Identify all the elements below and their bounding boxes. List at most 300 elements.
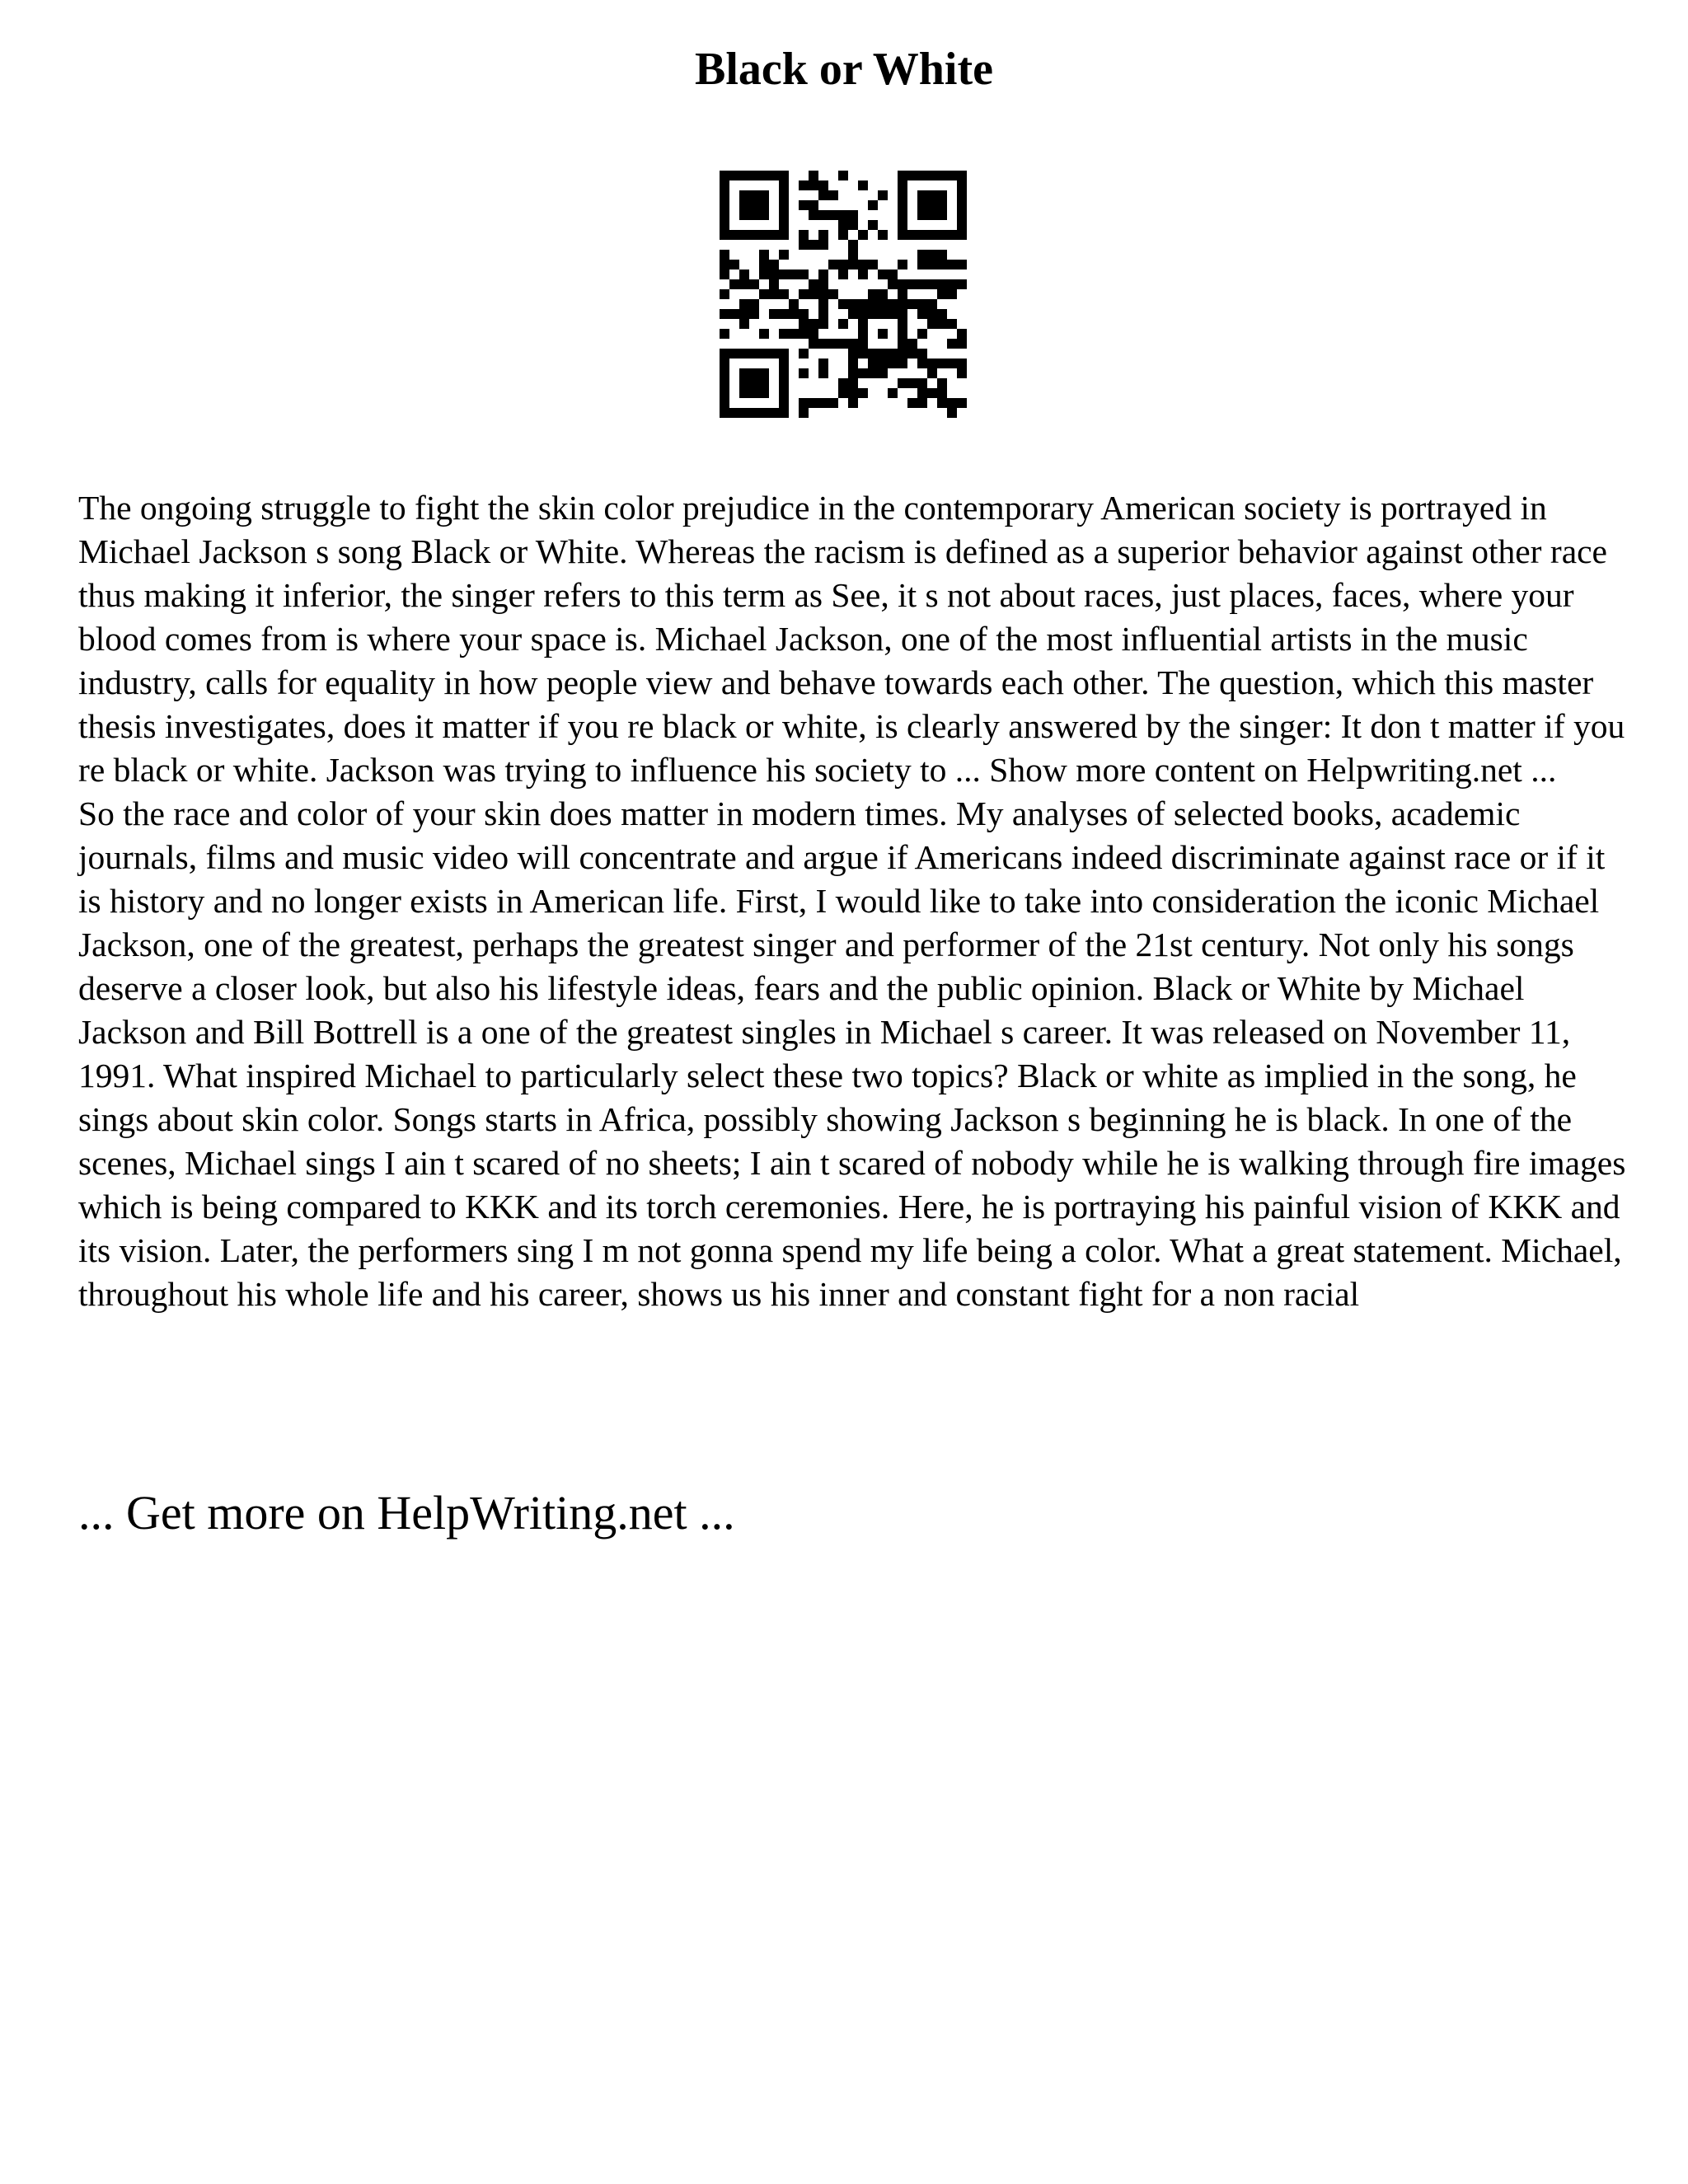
qr-module [769, 269, 779, 279]
qr-module [799, 319, 809, 329]
qr-module [858, 180, 868, 190]
qr-module [799, 230, 809, 240]
qr-module [779, 171, 789, 180]
qr-module [809, 339, 818, 349]
qr-module [947, 359, 957, 368]
qr-module [818, 240, 828, 250]
qr-module [818, 309, 828, 319]
qr-module [799, 309, 809, 319]
qr-module [720, 378, 729, 388]
qr-module [749, 190, 759, 200]
qr-module [937, 398, 947, 408]
qr-module [720, 269, 729, 279]
qr-module [749, 349, 759, 359]
qr-module [868, 349, 878, 359]
qr-module [749, 408, 759, 418]
qr-module [759, 210, 769, 220]
qr-module [720, 190, 729, 200]
qr-module [779, 388, 789, 398]
qr-module [947, 398, 957, 408]
qr-module [957, 171, 967, 180]
qr-module [759, 269, 769, 279]
qr-module [957, 339, 967, 349]
qr-module [779, 359, 789, 368]
qr-module [759, 260, 769, 269]
qr-module [739, 210, 749, 220]
qr-module [927, 230, 937, 240]
qr-module [878, 329, 888, 339]
qr-module [927, 309, 937, 319]
qr-module [809, 180, 818, 190]
qr-module [898, 279, 907, 289]
qr-module [957, 200, 967, 210]
qr-module [729, 230, 739, 240]
qr-module [799, 349, 809, 359]
qr-module [818, 398, 828, 408]
qr-module [917, 398, 927, 408]
qr-module [917, 260, 927, 269]
get-more-link[interactable]: ... Get more on HelpWriting.net ... [78, 1486, 735, 1540]
qr-module [769, 289, 779, 299]
qr-module [739, 368, 749, 378]
qr-module [809, 329, 818, 339]
qr-module [898, 339, 907, 349]
qr-module [749, 309, 759, 319]
qr-module [898, 309, 907, 319]
qr-module [799, 180, 809, 190]
qr-module [957, 260, 967, 269]
qr-module [957, 279, 967, 289]
qr-module [779, 230, 789, 240]
qr-module [739, 279, 749, 289]
qr-module [878, 349, 888, 359]
qr-module [799, 329, 809, 339]
qr-module [927, 319, 937, 329]
qr-module [917, 230, 927, 240]
qr-code-graphic [720, 171, 967, 418]
qr-module [898, 230, 907, 240]
qr-module [888, 309, 898, 319]
qr-module [818, 269, 828, 279]
qr-module [907, 299, 917, 309]
qr-module [789, 299, 799, 309]
qr-module [818, 180, 828, 190]
qr-module [907, 378, 917, 388]
qr-module [739, 190, 749, 200]
qr-module [888, 359, 898, 368]
qr-module [749, 368, 759, 378]
qr-module [898, 329, 907, 339]
qr-module [779, 210, 789, 220]
qr-module [937, 319, 947, 329]
qr-module [828, 289, 838, 299]
qr-module [739, 309, 749, 319]
qr-module [888, 349, 898, 359]
qr-module [868, 260, 878, 269]
qr-module [937, 378, 947, 388]
qr-module [720, 388, 729, 398]
qr-module [759, 250, 769, 260]
qr-module [888, 299, 898, 309]
qr-module [937, 289, 947, 299]
qr-module [868, 359, 878, 368]
qr-module [769, 349, 779, 359]
qr-module [838, 210, 848, 220]
qr-module [729, 309, 739, 319]
qr-module [848, 349, 858, 359]
qr-module [749, 279, 759, 289]
qr-module [878, 289, 888, 299]
qr-module [858, 339, 868, 349]
qr-module [759, 388, 769, 398]
qr-module [838, 388, 848, 398]
qr-module [818, 210, 828, 220]
qr-module [779, 378, 789, 388]
qr-module [907, 398, 917, 408]
qr-module [878, 359, 888, 368]
qr-module [917, 200, 927, 210]
qr-module [739, 349, 749, 359]
qr-module [868, 200, 878, 210]
qr-module [729, 408, 739, 418]
qr-module [848, 299, 858, 309]
qr-module [917, 210, 927, 220]
qr-module [858, 319, 868, 329]
qr-module [927, 190, 937, 200]
qr-module [799, 408, 809, 418]
qr-module [917, 309, 927, 319]
qr-module [838, 220, 848, 230]
qr-module [779, 368, 789, 378]
qr-module [749, 378, 759, 388]
qr-module [818, 368, 828, 378]
qr-module [779, 180, 789, 190]
qr-module [809, 279, 818, 289]
qr-module [848, 388, 858, 398]
qr-module [799, 240, 809, 250]
qr-module [838, 319, 848, 329]
qr-module [739, 378, 749, 388]
qr-module [779, 220, 789, 230]
qr-module [779, 309, 789, 319]
qr-module [917, 299, 927, 309]
qr-module [789, 329, 799, 339]
qr-module [917, 359, 927, 368]
qr-module [759, 171, 769, 180]
qr-module [779, 269, 789, 279]
qr-module [947, 408, 957, 418]
qr-module [858, 269, 868, 279]
qr-module [917, 190, 927, 200]
qr-module [898, 319, 907, 329]
qr-module [779, 408, 789, 418]
qr-module [848, 250, 858, 260]
qr-module [937, 250, 947, 260]
qr-module [878, 368, 888, 378]
qr-module [917, 171, 927, 180]
qr-module [779, 190, 789, 200]
qr-module [720, 349, 729, 359]
qr-module [799, 368, 809, 378]
qr-module [838, 339, 848, 349]
qr-module [848, 368, 858, 378]
article-paragraph-1: The ongoing struggle to fight the skin color prejudice in the contemporary American society is portrayed in Michael Jackson s song Black or White. Whereas the racism is defined as a superior behavior against other race thus making it inferior, the singer refers to this term as See, it s not about races, just places, faces, where your blood comes from is where your space is. Michael Jackson, one of the most influential artists in the music industry, calls for equality in how people view and behave towards each other. The question, which this master thesis investigates, does it matter if you re black or white, is clearly answered by the singer: It don t matter if you re black or white. Jackson was trying to influence his society to ... Show more content on Helpwriting.net ... [78, 489, 1625, 789]
qr-module [759, 329, 769, 339]
qr-module [720, 408, 729, 418]
qr-module [720, 368, 729, 378]
qr-module [927, 359, 937, 368]
qr-module [878, 269, 888, 279]
qr-module [739, 388, 749, 398]
qr-module [749, 299, 759, 309]
article-body [78, 486, 1628, 1316]
qr-module [868, 220, 878, 230]
qr-module [947, 319, 957, 329]
qr-module [917, 329, 927, 339]
qr-module [749, 210, 759, 220]
qr-module [739, 230, 749, 240]
qr-module [917, 279, 927, 289]
qr-module [818, 299, 828, 309]
qr-module [809, 210, 818, 220]
qr-module [858, 230, 868, 240]
qr-module [947, 171, 957, 180]
qr-module [937, 200, 947, 210]
qr-module [729, 171, 739, 180]
qr-module [898, 378, 907, 388]
qr-module [858, 368, 868, 378]
qr-module [818, 279, 828, 289]
qr-module [898, 200, 907, 210]
qr-module [957, 398, 967, 408]
qr-module [720, 398, 729, 408]
qr-module [779, 329, 789, 339]
qr-module [759, 289, 769, 299]
qr-module [739, 299, 749, 309]
qr-module [818, 339, 828, 349]
qr-module [759, 408, 769, 418]
qr-module [957, 210, 967, 220]
qr-module [917, 388, 927, 398]
qr-module [937, 309, 947, 319]
qr-module [848, 339, 858, 349]
qr-module [898, 220, 907, 230]
qr-module [779, 200, 789, 210]
qr-module [720, 260, 729, 269]
qr-module [927, 210, 937, 220]
qr-module [848, 220, 858, 230]
article-paragraph-2: So the race and color of your skin does matter in modern times. My analyses of selected books, academic journals, films and music video will concentrate and argue if Americans indeed discriminate against race or if it is history and no longer exists in American life. First, I would like to take into consideration the iconic Michael Jackson, one of the greatest, perhaps the greatest singer and performer of the 21st century. Not only his songs deserve a closer look, but also his lifestyle ideas, fears and the public opinion. Black or White by Michael Jackson and Bill Bottrell is a one of the greatest singles in Michael s career. It was released on November 11, 1991. What inspired Michael to particularly select these two topics? Black or white as implied in the song, he sings about skin color. Songs starts in Africa, possibly showing Jackson s beginning he is black. In one of the scenes, Michael sings I ain t scared of no sheets; I ain t scared of nobody while he is walking through fire images which is being compared to KKK and its torch ceremonies. Here, he is portraying his painful vision of KKK and its vision. Later, the performers sing I m not gonna spend my life being a color. What a great statement. Michael, throughout his whole life and his career, shows us his inner and constant fight for a non racial [78, 794, 1626, 1313]
qr-module [720, 329, 729, 339]
qr-module [907, 349, 917, 359]
qr-module [888, 279, 898, 289]
qr-module [809, 240, 818, 250]
qr-module [838, 378, 848, 388]
qr-module [818, 230, 828, 240]
qr-module [878, 309, 888, 319]
qr-module [957, 230, 967, 240]
qr-module [799, 398, 809, 408]
qr-module [799, 269, 809, 279]
qr-module [878, 230, 888, 240]
qr-module [828, 339, 838, 349]
qr-module [868, 289, 878, 299]
qr-module [957, 180, 967, 190]
qr-module [858, 349, 868, 359]
qr-module [720, 220, 729, 230]
qr-module [779, 250, 789, 260]
qr-module [888, 388, 898, 398]
qr-module [858, 299, 868, 309]
qr-module [927, 388, 937, 398]
qr-module [720, 309, 729, 319]
qr-module [858, 309, 868, 319]
qr-module [898, 299, 907, 309]
qr-module [907, 279, 917, 289]
qr-module [888, 269, 898, 279]
qr-module [838, 230, 848, 240]
qr-module [769, 171, 779, 180]
qr-module [858, 329, 868, 339]
qr-module [957, 359, 967, 368]
qr-module [828, 210, 838, 220]
qr-module [848, 240, 858, 250]
page-title: Black or White [695, 44, 993, 95]
qr-module [848, 359, 858, 368]
qr-module [927, 279, 937, 289]
qr-module [937, 210, 947, 220]
qr-module [898, 180, 907, 190]
qr-module [898, 260, 907, 269]
qr-module [779, 289, 789, 299]
qr-module [848, 378, 858, 388]
qr-module [739, 319, 749, 329]
qr-module [739, 171, 749, 180]
qr-module [927, 299, 937, 309]
qr-module [838, 171, 848, 180]
qr-module [759, 230, 769, 240]
qr-module [898, 289, 907, 299]
qr-module [789, 269, 799, 279]
qr-module [789, 309, 799, 319]
qr-module [848, 260, 858, 269]
qr-module [759, 368, 769, 378]
qr-module [868, 299, 878, 309]
qr-module [720, 230, 729, 240]
qr-module [848, 398, 858, 408]
qr-module [937, 190, 947, 200]
qr-module [957, 368, 967, 378]
qr-module [739, 269, 749, 279]
qr-module [749, 230, 759, 240]
qr-module [779, 349, 789, 359]
qr-module [739, 408, 749, 418]
qr-module [947, 289, 957, 299]
qr-module [898, 171, 907, 180]
qr-module [729, 279, 739, 289]
qr-module [720, 171, 729, 180]
qr-module [729, 349, 739, 359]
qr-module [720, 250, 729, 260]
qr-module [957, 329, 967, 339]
qr-module [957, 220, 967, 230]
qr-module [937, 171, 947, 180]
qr-module [828, 260, 838, 269]
qr-module [749, 200, 759, 210]
qr-module [809, 200, 818, 210]
qr-module [799, 200, 809, 210]
qr-module [947, 279, 957, 289]
qr-module [769, 279, 779, 289]
qr-module [937, 260, 947, 269]
qr-module [720, 180, 729, 190]
qr-module [828, 190, 838, 200]
qr-module [937, 388, 947, 398]
qr-module [917, 250, 927, 260]
qr-module [749, 388, 759, 398]
qr-module [927, 171, 937, 180]
qr-module [769, 408, 779, 418]
qr-module [838, 260, 848, 269]
qr-module [907, 171, 917, 180]
qr-module [947, 230, 957, 240]
qr-module [720, 289, 729, 299]
qr-module [759, 190, 769, 200]
qr-module [779, 398, 789, 408]
qr-module [858, 260, 868, 269]
qr-module [720, 359, 729, 368]
qr-module [848, 309, 858, 319]
qr-module [739, 200, 749, 210]
qr-module [937, 359, 947, 368]
qr-module [838, 299, 848, 309]
qr-module [868, 309, 878, 319]
qr-code-icon [720, 171, 967, 418]
qr-module [818, 359, 828, 368]
qr-module [937, 279, 947, 289]
qr-module [927, 200, 937, 210]
qr-module [759, 349, 769, 359]
qr-module [878, 190, 888, 200]
qr-module [720, 200, 729, 210]
qr-module [917, 349, 927, 359]
qr-module [818, 289, 828, 299]
qr-module [937, 230, 947, 240]
qr-module [838, 269, 848, 279]
qr-module [957, 190, 967, 200]
qr-module [749, 171, 759, 180]
qr-module [809, 171, 818, 180]
qr-module [898, 190, 907, 200]
qr-module [809, 289, 818, 299]
qr-module [927, 260, 937, 269]
qr-module [818, 190, 828, 200]
qr-module [907, 230, 917, 240]
qr-module [769, 260, 779, 269]
qr-module [878, 299, 888, 309]
qr-module [858, 388, 868, 398]
qr-module [809, 319, 818, 329]
qr-module [828, 398, 838, 408]
qr-module [927, 368, 937, 378]
qr-module [769, 309, 779, 319]
qr-module [729, 260, 739, 269]
qr-module [759, 200, 769, 210]
qr-module [898, 210, 907, 220]
qr-module [799, 289, 809, 299]
qr-module [809, 398, 818, 408]
qr-module [898, 359, 907, 368]
